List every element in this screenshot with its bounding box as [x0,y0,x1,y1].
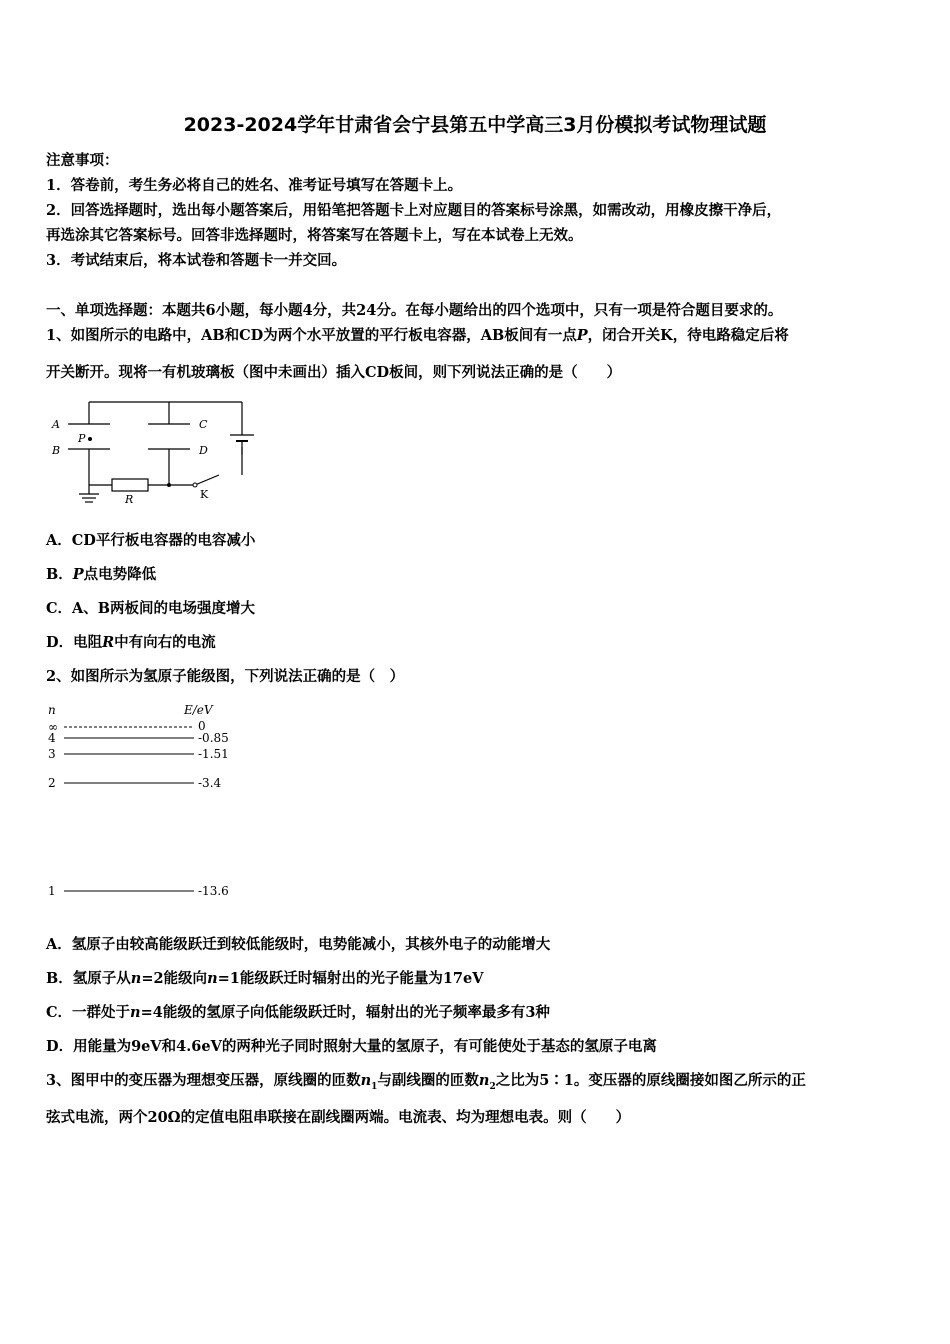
switch-contact [193,483,197,487]
q3-n2: n [478,1072,490,1089]
q3-stem-line1 [46,1071,910,1097]
level-1-n: 1 [48,884,56,898]
page-title: 2023-2024学年甘肃省会宁县第五中学高三3月份模拟考试物理试题 [183,114,767,136]
q3-stem-text-c: 之比为5∶1。变压器的原线圈接如图乙所示的正 [495,1072,806,1089]
q2-option-a: A．氢原子由较高能级跃迁到较低能级时，电势能减小，其核外电子的动能增大 [46,936,551,953]
q2-option-c [46,1003,910,1023]
notice-item-3: 3．考试结束后，将本试卷和答题卡一并交回。 [46,252,347,269]
label-b: B [52,444,61,457]
label-k: K [200,488,209,501]
level-3-e: -1.51 [198,747,229,761]
level-4-n: 4 [48,731,56,745]
label-r: R [125,493,134,506]
q2-option-c-n: n [130,1004,141,1021]
q1-option-b-text: 点电势降低 [83,566,157,583]
q1-option-a: A．CD平行板电容器的电容减小 [46,532,256,549]
q2-option-b [46,969,910,989]
q1-option-d-prefix: D．电阻 [46,634,103,651]
q2-option-b-n2: n [207,970,218,987]
q1-point-p: P [576,327,588,344]
level-4-e: -0.85 [198,731,229,745]
q1-stem-line1 [46,326,910,346]
q3-stem-line2: 弦式电流，两个20Ω的定值电阻串联接在副线圈两端。电流表、均为理想电表。则（ ） [46,1109,631,1126]
q1-option-b-p: P [72,566,84,583]
q2-option-b-n1: n [130,970,142,987]
q1-circuit-figure [44,395,264,515]
level-inf-n: ∞ [48,720,58,734]
level-2-n: 2 [48,776,56,790]
q1-stem-line2: 开关断开。现将一有机玻璃板（图中未画出）插入CD板间，则下列说法正确的是（ ） [46,364,622,381]
q2-option-b-text: =1能级跃迁时辐射出的光子能量为17eV [217,970,484,987]
junction-dot [167,483,171,487]
notice-heading: 注意事项： [46,152,119,169]
q3-n1-sub: 1 [371,1081,378,1092]
q3-stem-text-b: 与副线圈的匝数 [377,1072,479,1089]
q1-option-d-text: 中有向右的电流 [114,634,216,651]
q3-n2-sub: 2 [489,1081,496,1092]
q1-stem-text-b: ，闭合开关K，待电路稳定后将 [587,327,789,344]
q1-stem-text-a: 1、如图所示的电路中，AB和CD为两个水平放置的平行板电容器，AB板间有一点 [46,327,577,344]
q3-n1: n [360,1072,372,1089]
level-inf-e: 0 [198,719,206,733]
notice-item-2: 2．回答选择题时，选出每小题答案后，用铅笔把答题卡上对应题目的答案标号涂黑，如需改动，用橡皮擦干净后， [46,202,782,219]
q2-option-c-text: =4能级的氢原子向低能级跃迁时，辐射出的光子频率最多有3种 [140,1004,550,1021]
level-2-e: -3.4 [198,776,222,790]
q1-option-b [46,565,910,585]
label-c: C [199,418,208,431]
label-a: A [52,418,60,431]
q1-option-b-prefix: B． [46,566,73,583]
q1-option-d-r: R [102,634,115,651]
q2-stem: 2、如图所示为氢原子能级图，下列说法正确的是（ ） [46,668,405,685]
q1-option-c: C．A、B两板间的电场强度增大 [46,600,256,617]
q3-stem-text-a: 3、图甲中的变压器为理想变压器，原线圈的匝数 [46,1072,361,1089]
level-1-e: -13.6 [198,884,229,898]
notice-item-1: 1．答卷前，考生务必将自己的姓名、准考证号填写在答题卡上。 [46,177,463,194]
axis-e-label: E/eV [184,703,213,717]
q1-option-d [46,633,910,653]
label-d: D [199,444,208,457]
point-p-dot [88,437,92,441]
q2-option-c-prefix: C．一群处于 [46,1004,131,1021]
q2-option-d: D．用能量为9eV和4.6eV的两种光子同时照射大量的氢原子，有可能使处于基态的氢原子电离 [46,1038,657,1055]
q2-option-b-mid: =2能级向 [141,970,208,987]
notice-item-2-cont: 再选涂其它答案标号。回答非选择题时，将答案写在答题卡上，写在本试卷上无效。 [46,227,583,244]
section-header: 一、单项选择题：本题共6小题，每小题4分，共24分。在每小题给出的四个选项中，只有一项是符合题目要求的。 [46,302,783,319]
q2-energy-level-figure [44,700,264,900]
label-p: P [78,432,86,445]
level-3-n: 3 [48,747,56,761]
axis-n-label: n [48,703,56,717]
q2-option-b-prefix: B．氢原子从 [46,970,131,987]
